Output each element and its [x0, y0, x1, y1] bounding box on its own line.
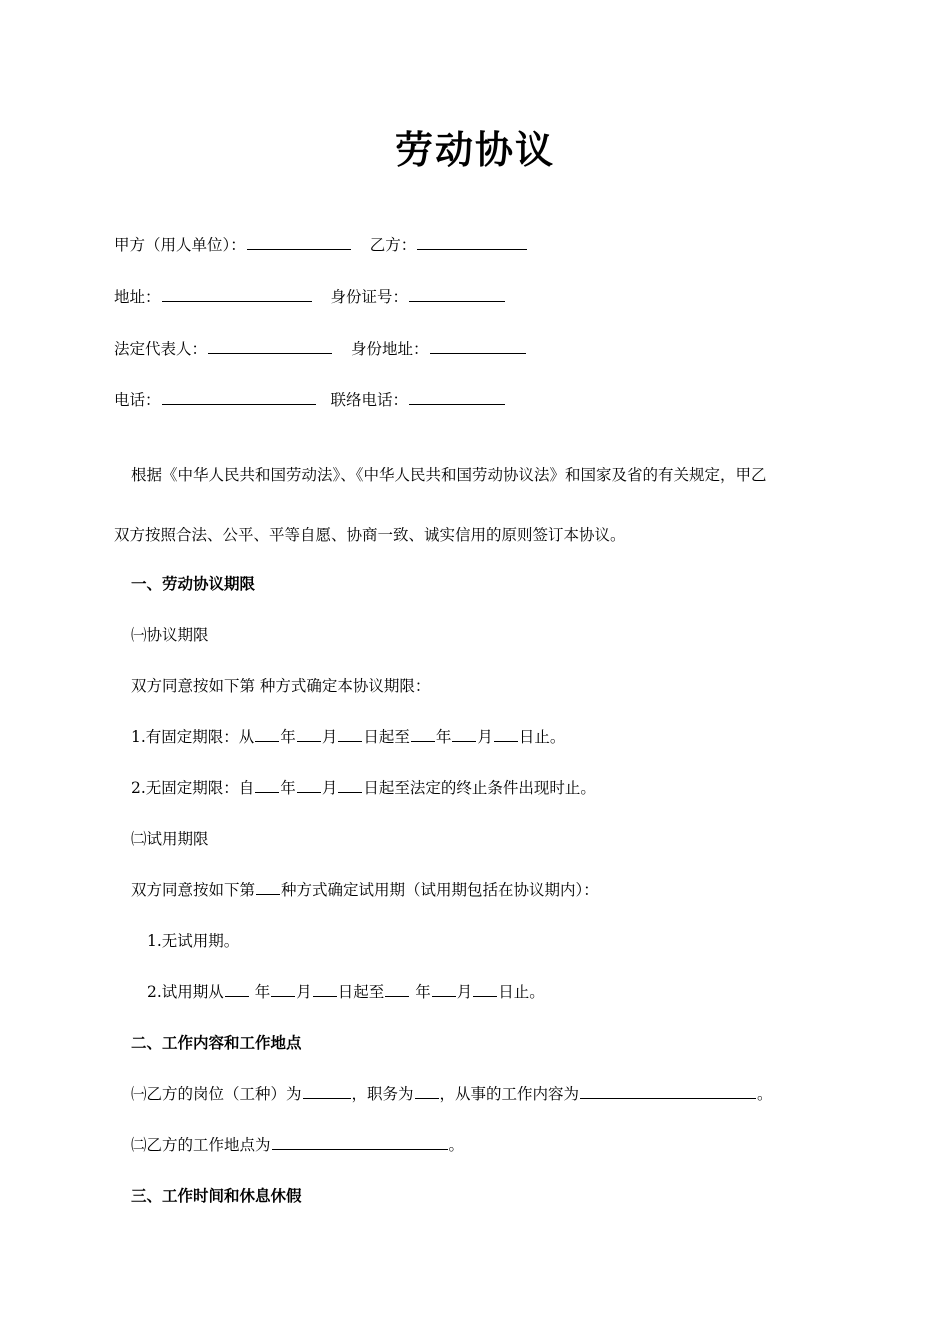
id-address-label: 身份地址：: [351, 340, 429, 358]
contact-phone-label: 联络电话：: [330, 391, 409, 409]
title-label: ，职务为: [351, 1085, 414, 1103]
id-number-label: 身份证号：: [330, 288, 409, 306]
trial-end-year-field[interactable]: [385, 981, 409, 997]
address-label: 地址：: [114, 288, 161, 306]
year-unit: 年: [280, 728, 296, 746]
position-label: ㈠乙方的岗位（工种）为: [131, 1085, 302, 1103]
work-content-field[interactable]: [580, 1083, 756, 1099]
party-a-row: [114, 234, 528, 256]
open-start-year-field[interactable]: [255, 777, 279, 793]
title-field[interactable]: [415, 1083, 439, 1099]
legal-rep-row: [114, 338, 527, 360]
day-to-label: 日起至: [363, 728, 410, 746]
open-start-day-field[interactable]: [338, 777, 362, 793]
end-year-field[interactable]: [411, 726, 435, 742]
party-a-field[interactable]: [247, 234, 351, 250]
party-b-label: 乙方：: [369, 236, 417, 254]
address-field[interactable]: [162, 286, 312, 302]
address-row: [114, 286, 506, 308]
position-field[interactable]: [303, 1083, 351, 1099]
preamble-line-1: 根据《中华人民共和国劳动法》、《中华人民共和国劳动协议法》和国家及省的有关规定，甲乙: [131, 466, 767, 484]
month-unit: 月: [477, 728, 493, 746]
legal-rep-label: 法定代表人：: [114, 340, 208, 358]
section-3-heading: 三、工作时间和休息休假: [131, 1186, 302, 1205]
trial-start-day-field[interactable]: [313, 981, 337, 997]
day-end-label: 日止。: [518, 728, 566, 746]
work-location-item: [131, 1134, 464, 1156]
work-location-label: ㈡乙方的工作地点为: [131, 1136, 271, 1154]
section-1-sub-2: ㈡试用期限: [131, 830, 209, 848]
trial-option-field[interactable]: [256, 879, 280, 895]
period-mark: 。: [448, 1136, 465, 1154]
trial-period-label: 2.试用期从: [147, 983, 224, 1001]
position-item: [131, 1083, 773, 1105]
section-1-heading: 一、劳动协议期限: [131, 574, 256, 593]
party-a-label: 甲方（用人单位）：: [114, 236, 246, 254]
open-start-month-field[interactable]: [297, 777, 321, 793]
section-1-sub-1: ㈠协议期限: [131, 626, 209, 644]
trial-end-month-field[interactable]: [432, 981, 456, 997]
day-to-label: 日起至: [337, 983, 385, 1001]
trial-option-2: [147, 981, 545, 1003]
month-unit: 月: [321, 779, 338, 797]
start-month-field[interactable]: [297, 726, 321, 742]
trial-end-day-field[interactable]: [473, 981, 497, 997]
work-content-label: ，从事的工作内容为: [439, 1085, 580, 1103]
section-2-heading: 二、工作内容和工作地点: [131, 1033, 302, 1052]
trial-intro-suffix: 种方式确定试用期（试用期包括在协议期内）：: [281, 881, 599, 899]
month-unit: 月: [296, 983, 312, 1001]
start-day-field[interactable]: [338, 726, 362, 742]
document-title: 劳动协议: [394, 127, 555, 172]
end-month-field[interactable]: [452, 726, 476, 742]
trial-option-1: 1.无试用期。: [147, 932, 240, 950]
trial-intro: [131, 879, 599, 901]
fixed-term-label: 1.有固定期限：从: [131, 728, 255, 746]
open-term-item: [131, 777, 596, 799]
id-address-field[interactable]: [430, 338, 526, 354]
trial-start-year-field[interactable]: [225, 981, 249, 997]
year-unit: 年: [410, 983, 431, 1001]
phone-row: [114, 389, 506, 411]
work-location-field[interactable]: [272, 1134, 448, 1150]
start-year-field[interactable]: [255, 726, 279, 742]
id-number-field[interactable]: [409, 286, 505, 302]
preamble-line-2: 双方按照合法、公平、平等自愿、协商一致、诚实信用的原则签订本协议。: [114, 526, 626, 544]
section-1-sub-1-intro: 双方同意按如下第 种方式确定本协议期限：: [131, 677, 431, 695]
open-term-label: 2.无固定期限：自: [131, 779, 255, 797]
month-unit: 月: [456, 983, 473, 1001]
year-unit: 年: [249, 983, 271, 1001]
end-day-field[interactable]: [494, 726, 518, 742]
trial-intro-prefix: 双方同意按如下第: [131, 881, 256, 899]
open-term-end-text: 日起至法定的终止条件出现时止。: [363, 779, 596, 797]
period-mark: 。: [757, 1085, 773, 1103]
contact-phone-field[interactable]: [409, 389, 505, 405]
phone-field[interactable]: [162, 389, 316, 405]
trial-start-month-field[interactable]: [271, 981, 295, 997]
fixed-term-item: [131, 726, 565, 748]
year-unit: 年: [435, 728, 452, 746]
month-unit: 月: [321, 728, 338, 746]
day-end-label: 日止。: [498, 983, 545, 1001]
year-unit: 年: [280, 779, 296, 797]
party-b-field[interactable]: [417, 234, 527, 250]
phone-label: 电话：: [114, 391, 161, 409]
legal-rep-field[interactable]: [208, 338, 332, 354]
